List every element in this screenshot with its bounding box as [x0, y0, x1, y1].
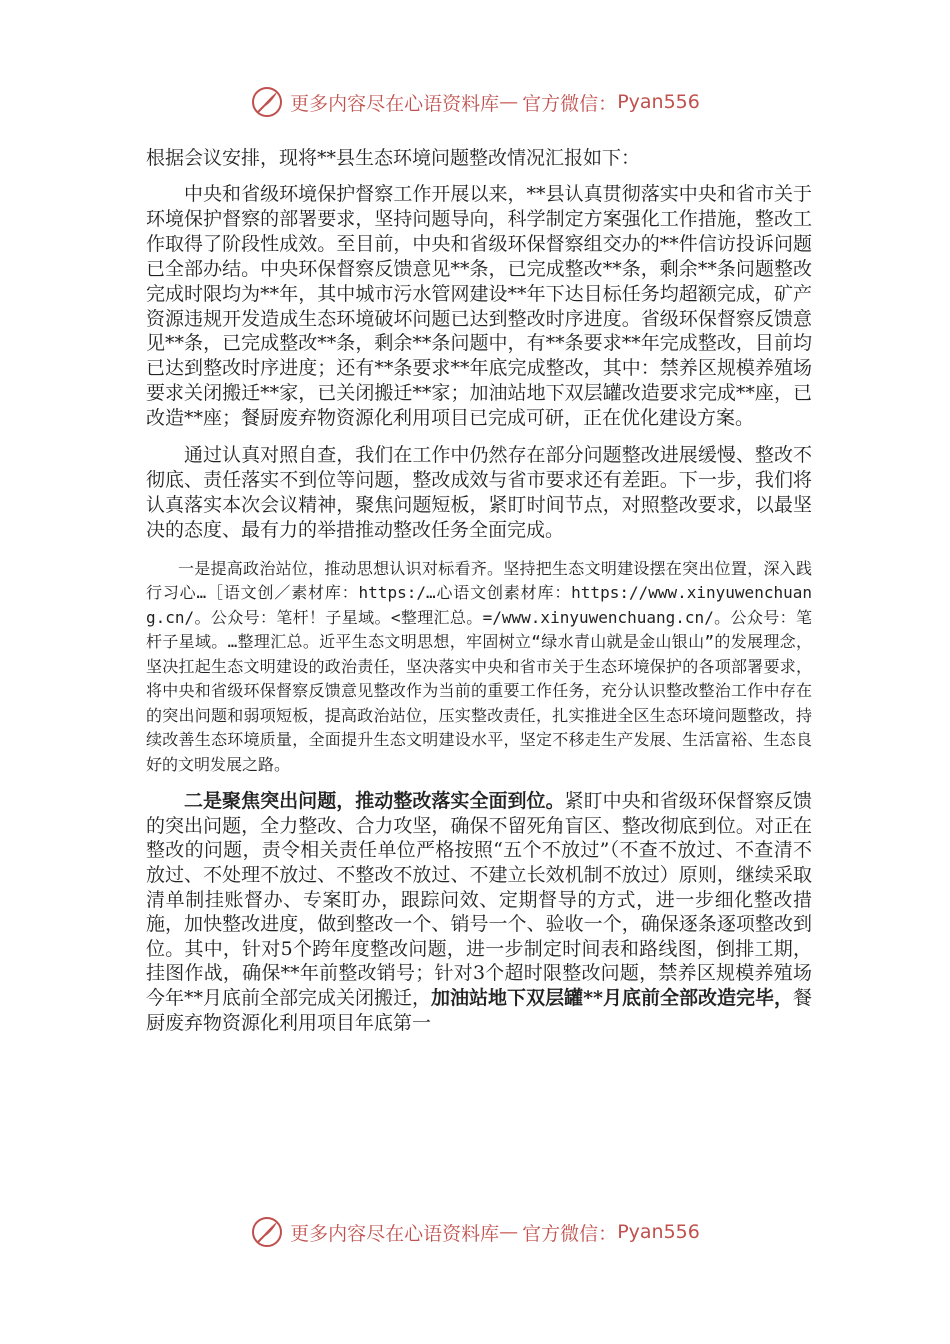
- footer-wechat-label: 官方微信：: [522, 1222, 618, 1245]
- paragraph-point-two: [146, 789, 812, 1035]
- point-two-end: 餐厨废弃物资源化利用项目年底第一: [146, 986, 812, 1034]
- document-body: [146, 146, 812, 1035]
- paragraph-progress: 中央和省级环境保护督察工作开展以来，**县认真贯彻落实中央和省市关于环境保护督察的部署要求，坚持问题导向，科学制定方案强化工作措施，整改工作取得了阶段性成效。至目前，中央和省级环保督察组交办的**件信访投诉问题已全部办结。中央环保督察反馈意见**条，已完成整改**条，剩余**条问题整改完成时限均为**年，其中城市污水管网建设**年下达目标任务均超额完成，矿产资源违规开发造成生态环境破坏问题已达到整改时序进度。省级环保督察反馈意见**条，已完成整改**条，剩余**条问题中，有**条要求**年完成整改，目前均已达到整改时序进度；还有**条要求**年底完成整改，其中：禁养区规模养殖场要求关闭搬迁**家，已关闭搬迁**家；加油站地下双层罐改造要求完成**座，已改造**座；餐厨废弃物资源化利用项目已完成可研，正在优化建设方案。: [146, 183, 812, 430]
- paragraph-gaps: 通过认真对照自查，我们在工作中仍然存在部分问题整改进展缓慢、整改不彻底、责任落实不到位等问题，整改成效与省市要求还有差距。下一步，我们将认真落实本次会议精神，聚焦问题短板，紧盯时间节点，对照整改要求，以最坚决的态度、最有力的举措推动整改任务全面完成。: [146, 444, 812, 541]
- footer-wechat-id: Pyan556: [617, 1221, 700, 1243]
- feather-seal-icon: [250, 85, 284, 119]
- point-two-heading: 二是聚焦突出问题，推动整改落实全面到位。: [184, 790, 565, 813]
- footer-brand: 更多内容尽在心语资料库: [290, 1222, 500, 1245]
- header-banner: [0, 82, 950, 122]
- paragraph-point-one: 一是提高政治站位，推动思想认识对标看齐。坚持把生态文明建设摆在突出位置，深入践行习心…［语文创／素材库：https:/…心语文创素材库：https://www.xinyuwenchuang.cn/。公众号：笔杆！子星域。<整理汇总。=/www.xinyuwenchuang.cn/。公众号：笔杆子星域。…整理汇总。近平生态文明思想，牢固树立“绿水青山就是金山银山”的发展理念，坚决扛起生态文明建设的政治责任，坚决落实中央和省市关于生态环境保护的各项部署要求，将中央和省级环保督察反馈意见整改作为当前的重要工作任务，充分认识整改整治工作中存在的突出问题和弱项短板，提高政治站位，压实整改责任，扎实推进全区生态环境问题整改，持续改善生态环境质量，全面提升生态文明建设水平，坚定不移走生产发展、生活富裕、生态良好的文明发展之路。: [146, 558, 812, 774]
- intro-paragraph: 根据会议安排，现将**县生态环境问题整改情况汇报如下：: [146, 147, 641, 169]
- feather-seal-icon: [250, 1215, 284, 1249]
- footer-banner: [0, 1212, 950, 1252]
- footer-separator: —: [499, 1221, 519, 1243]
- header-separator: —: [499, 91, 519, 113]
- point-two-body: 紧盯中央和省级环保督察反馈的突出问题，全力整改、合力攻坚，确保不留死角盲区、整改彻底到位。对正在整改的问题，责令相关责任单位严格按照“五个不放过”（不查不放过、不查清不放过、不处理不放过、不整改不放过、不建立长效机制不放过）原则，继续采取清单制挂账督办、专案盯办，跟踪问效、定期督导的方式，进一步细化整改措施，加快整改进度，做到整改一个、销号一个、验收一个，确保逐条逐项整改到位。其中，针对5个跨年度整改问题，进一步制定时间表和路线图，倒排工期，挂图作战，确保**年前整改销号；针对3个超时限整改问题，禁养区规模养殖场今年**月底前全部完成关闭搬迁，: [146, 790, 812, 1009]
- point-two-bold-clause: 加油站地下双层罐**月底前全部改造完毕，: [431, 986, 793, 1009]
- header-wechat-label: 官方微信：: [522, 92, 618, 115]
- header-wechat-id: Pyan556: [617, 91, 700, 113]
- header-brand: 更多内容尽在心语资料库: [290, 92, 500, 115]
